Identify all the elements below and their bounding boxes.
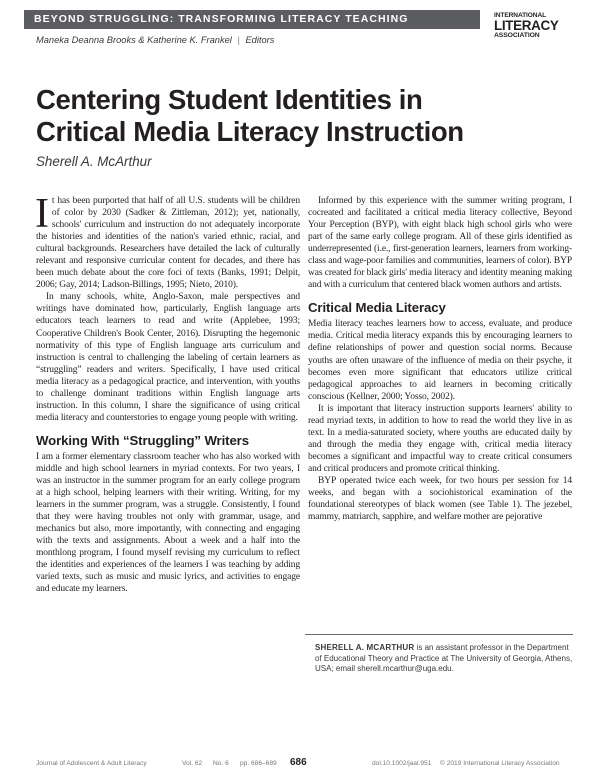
series-title: BEYOND STRUGGLING: TRANSFORMING LITERACY TEACHING: [34, 13, 409, 25]
author-bio: [305, 634, 573, 675]
footer-volume: Vol. 62: [182, 760, 203, 767]
section-heading-critical-media-literacy: Critical Media Literacy: [308, 300, 446, 316]
footer-copyright: © 2019 International Literacy Association: [440, 760, 560, 767]
paragraph-4: Informed by this experience with the summer writing program, I cocreated and facilitated a critical media literacy collective, Beyond Your Perception (BYP), with eight black high school girls who were part of the same early college program. All of these girls identified as underrepresented (i.e., first-generation learners, learners from working-class and wage-poor families and communities, learners of color). BYP was created for black girls' media literacy and identity meaning making and with a curriculum that centered black women authors and artists.: [308, 196, 572, 291]
editors-separator: |: [237, 35, 240, 45]
ila-logo: [494, 12, 559, 50]
logo-line-literacy: LITERACY: [494, 18, 559, 33]
footer-page-number: 686: [290, 757, 307, 768]
footer-issue: No. 6: [213, 760, 229, 767]
editors-names: Maneka Deanna Brooks & Katherine K. Frankel: [36, 35, 232, 45]
section-heading-struggling-writers: Working With “Struggling” Writers: [36, 432, 249, 448]
paragraph-3: I am a former elementary classroom teacher who has also worked with middle and high school learners in myriad contexts. For two years, I was an instructor in the summer program for an early college program at a high school, helping learners with their writing. Writing, for my learners in the summer program, was a struggle. Consistently, I found that they were having troubles not only with grammar, usage, and mechanics but also, more importantly, with connecting and engaging with the texts and assignments. About a week and a half into the monthlong program, I found myself revising my curriculum to reflect the identities and experiences of the learners I was teaching by adding varied texts, such as music and music lyrics, and activities to engage and educate my learners.: [36, 451, 300, 595]
paragraph-6: It is important that literacy instruction supports learners' ability to read myriad texts, in addition to how to read the world they live in as text. In a media-saturated society, where youths are educated daily by and through the media they engage with, critical media literacy becomes a significant and impactful way to create critical consumers and critical producers and promote critical thinking.: [308, 403, 572, 474]
editors-label: Editors: [245, 35, 275, 45]
paragraph-5: Media literacy teaches learners how to access, evaluate, and produce media. Critical media literacy expands this by encouraging learners to define relationships of power and question social norms. Because youths are often unaware of the influence of media on their psyche, it becomes even more significant that educators utilize critical pedagogical approaches to aid learners in becoming critically conscious (Kellner, 2000; Yosso, 2002).: [308, 319, 572, 402]
footer-doi: doi:10.1002/jaal.951: [372, 760, 432, 767]
bio-text: is an assistant professor in the Department of Educational Theory and Practice at The University of Georgia, Athens, USA; email sherell.mcarthur@uga.edu.: [315, 643, 573, 674]
logo-line-international: INTERNATIONAL: [494, 12, 547, 19]
paragraph-1-text: t has been purported that half of all U.S. students will be children of color by 2030 (Sadker & Zittleman, 2012); yet, nationally, schools' curriculum and instruction do not adequately incorporate the histories and identities of the nation's varied ethnic, racial, and cultural backgrounds. Researchers have detailed the lack of culturally relevant and responsive curricular content for decades, and there has been much debate about the core foci of texts (Banks, 1991; Delpit, 2006; Gay, 2014; Ladson-Billings, 1995; Nieto, 2010).: [36, 196, 300, 291]
paragraph-intro: [35, 191, 300, 291]
bio-author-name: SHERELL A. MCARTHUR: [315, 643, 415, 652]
page-footer: [0, 757, 600, 771]
editors-line: [36, 35, 274, 45]
footer-journal: Journal of Adolescent & Adult Literacy: [36, 760, 147, 767]
logo-line-association: ASSOCIATION: [494, 32, 540, 39]
footer-pages: pp. 686–689: [240, 760, 277, 767]
drop-cap: I: [35, 191, 49, 237]
title-line-1: Centering Student Identities in: [36, 84, 423, 115]
paragraph-7: BYP operated twice each week, for two hours per session for 14 weeks, and began with a sociohistorical examination of the foundational stereotypes of black women (see Table 1). The jezebel, mammy, matriarch, sapphire, and welfare mother are pejorative: [308, 475, 572, 523]
article-author: Sherell A. McArthur: [36, 154, 152, 169]
right-column: [308, 195, 572, 523]
title-line-2: Critical Media Literacy Instruction: [36, 115, 464, 147]
article-title: [36, 84, 566, 147]
series-banner: [24, 10, 480, 29]
paragraph-2: In many schools, white, Anglo-Saxon, male perspectives and writings have dominated how, particularly, English language arts educators teach learners to read and write (Applebee, 1993; Cooperative Children's Book Center, 2016). Disrupting the hegemonic normativity of this type of English language arts curriculum and instruction is central to challenging the labeling of certain learners as “struggling” readers and writers. Specifically, I have used critical media literacy as a pedagogical practice, and intervention, with youths to challenge dominant traditions within English language arts instruction. In this column, I share the significance of using critical media literacy and counterstories to engage young people with writing.: [36, 292, 300, 423]
left-column: [35, 191, 300, 595]
